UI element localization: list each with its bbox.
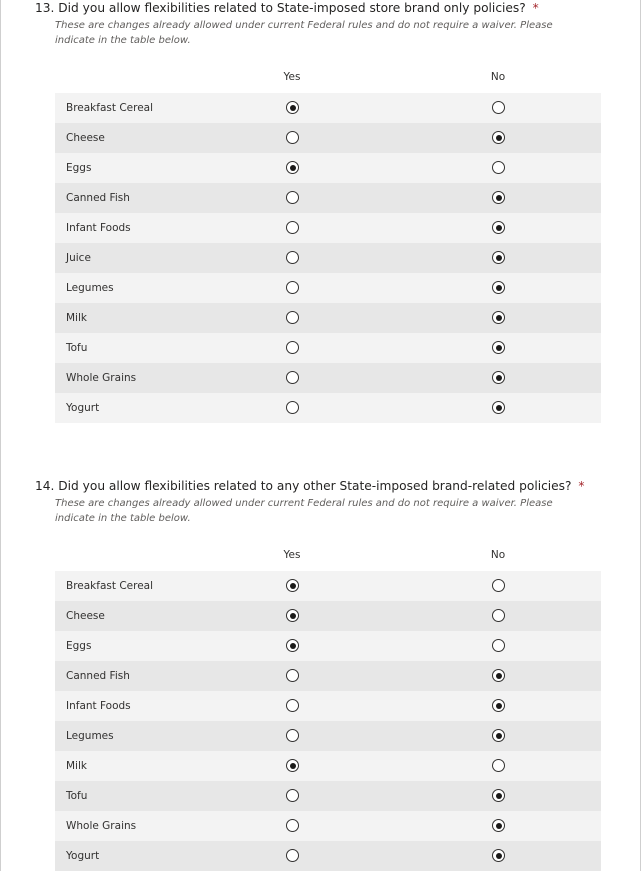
row-label: Legumes — [66, 282, 114, 294]
row-label: Legumes — [66, 730, 114, 742]
row-label: Yogurt — [66, 402, 100, 414]
radio-no[interactable] — [492, 579, 505, 592]
likert-grid — [55, 571, 601, 871]
row-label: Breakfast Cereal — [66, 102, 154, 114]
radio-no[interactable] — [492, 161, 505, 174]
radio-no[interactable] — [492, 101, 505, 114]
radio-dot — [496, 793, 502, 799]
radio-dot — [290, 643, 296, 649]
radio-dot — [496, 195, 502, 201]
grid-row — [55, 363, 601, 393]
radio-no[interactable] — [492, 669, 505, 682]
grid-row — [55, 601, 601, 631]
radio-dot — [496, 315, 502, 321]
radio-dot — [290, 583, 296, 589]
radio-yes[interactable] — [286, 849, 299, 862]
radio-yes[interactable] — [286, 371, 299, 384]
radio-yes[interactable] — [286, 311, 299, 324]
row-label: Tofu — [66, 342, 88, 354]
row-label: Milk — [66, 312, 87, 324]
radio-dot — [290, 165, 296, 171]
radio-no[interactable] — [492, 371, 505, 384]
question-description: These are changes already allowed under current Federal rules and do not require a waiver. Please indicate in the table below. — [55, 20, 553, 46]
radio-dot — [290, 763, 296, 769]
row-label: Canned Fish — [66, 192, 130, 204]
radio-dot — [496, 733, 502, 739]
radio-dot — [496, 405, 502, 411]
radio-yes[interactable] — [286, 669, 299, 682]
grid-row — [55, 93, 601, 123]
grid-row — [55, 183, 601, 213]
grid-row — [55, 153, 601, 183]
radio-yes[interactable] — [286, 281, 299, 294]
radio-yes[interactable] — [286, 341, 299, 354]
radio-no[interactable] — [492, 281, 505, 294]
grid-row — [55, 721, 601, 751]
row-label: Milk — [66, 760, 87, 772]
radio-no[interactable] — [492, 639, 505, 652]
radio-yes[interactable] — [286, 729, 299, 742]
radio-no[interactable] — [492, 729, 505, 742]
row-label: Whole Grains — [66, 372, 137, 384]
row-label: Yogurt — [66, 850, 100, 862]
grid-row — [55, 751, 601, 781]
question-description: These are changes already allowed under current Federal rules and do not require a waiver. Please indicate in the table below. — [55, 498, 553, 524]
row-label: Whole Grains — [66, 820, 137, 832]
radio-yes[interactable] — [286, 221, 299, 234]
radio-dot — [496, 285, 502, 291]
column-header-yes: Yes — [283, 549, 301, 561]
radio-yes[interactable] — [286, 699, 299, 712]
radio-no[interactable] — [492, 759, 505, 772]
radio-yes[interactable] — [286, 819, 299, 832]
page-border-left — [0, 0, 1, 871]
radio-yes[interactable] — [286, 161, 299, 174]
grid-row — [55, 303, 601, 333]
radio-no[interactable] — [492, 341, 505, 354]
question-text: Did you allow flexibilities related to any other State-imposed brand-related policies? — [58, 479, 572, 493]
grid-row — [55, 393, 601, 423]
grid-row — [55, 571, 601, 601]
grid-row — [55, 841, 601, 871]
row-label: Infant Foods — [66, 222, 131, 234]
row-label: Tofu — [66, 790, 88, 802]
grid-row — [55, 781, 601, 811]
question-number: 13. — [35, 1, 55, 15]
row-label: Canned Fish — [66, 670, 130, 682]
radio-dot — [496, 673, 502, 679]
radio-no[interactable] — [492, 849, 505, 862]
grid-row — [55, 123, 601, 153]
grid-row — [55, 273, 601, 303]
row-label: Juice — [66, 252, 91, 264]
radio-yes[interactable] — [286, 759, 299, 772]
grid-row — [55, 213, 601, 243]
row-label: Breakfast Cereal — [66, 580, 154, 592]
radio-dot — [290, 105, 296, 111]
radio-dot — [290, 613, 296, 619]
radio-dot — [496, 345, 502, 351]
grid-row — [55, 691, 601, 721]
radio-yes[interactable] — [286, 789, 299, 802]
radio-no[interactable] — [492, 191, 505, 204]
row-label: Cheese — [66, 132, 105, 144]
row-label: Cheese — [66, 610, 105, 622]
radio-yes[interactable] — [286, 639, 299, 652]
radio-no[interactable] — [492, 131, 505, 144]
grid-row — [55, 333, 601, 363]
column-header-no: No — [490, 549, 506, 561]
grid-row — [55, 661, 601, 691]
radio-dot — [496, 703, 502, 709]
row-label: Eggs — [66, 640, 92, 652]
row-label: Eggs — [66, 162, 92, 174]
radio-yes[interactable] — [286, 401, 299, 414]
radio-dot — [496, 375, 502, 381]
column-header-yes: Yes — [283, 71, 301, 83]
radio-yes[interactable] — [286, 251, 299, 264]
radio-dot — [496, 255, 502, 261]
radio-no[interactable] — [492, 401, 505, 414]
radio-yes[interactable] — [286, 609, 299, 622]
required-asterisk: * — [532, 1, 539, 15]
radio-yes[interactable] — [286, 131, 299, 144]
radio-no[interactable] — [492, 609, 505, 622]
likert-grid — [55, 93, 601, 423]
radio-yes[interactable] — [286, 101, 299, 114]
required-asterisk: * — [578, 479, 585, 493]
radio-dot — [496, 225, 502, 231]
grid-row — [55, 243, 601, 273]
question-text: Did you allow flexibilities related to State-imposed store brand only policies? — [58, 1, 526, 15]
question-title — [35, 478, 584, 494]
radio-no[interactable] — [492, 251, 505, 264]
radio-no[interactable] — [492, 819, 505, 832]
grid-row — [55, 811, 601, 841]
column-header-no: No — [490, 71, 506, 83]
radio-yes[interactable] — [286, 191, 299, 204]
radio-dot — [496, 823, 502, 829]
radio-no[interactable] — [492, 699, 505, 712]
radio-no[interactable] — [492, 221, 505, 234]
radio-dot — [496, 853, 502, 859]
radio-yes[interactable] — [286, 579, 299, 592]
grid-row — [55, 631, 601, 661]
radio-no[interactable] — [492, 311, 505, 324]
question-number: 14. — [35, 479, 55, 493]
radio-no[interactable] — [492, 789, 505, 802]
question-title — [35, 0, 539, 16]
radio-dot — [496, 135, 502, 141]
row-label: Infant Foods — [66, 700, 131, 712]
